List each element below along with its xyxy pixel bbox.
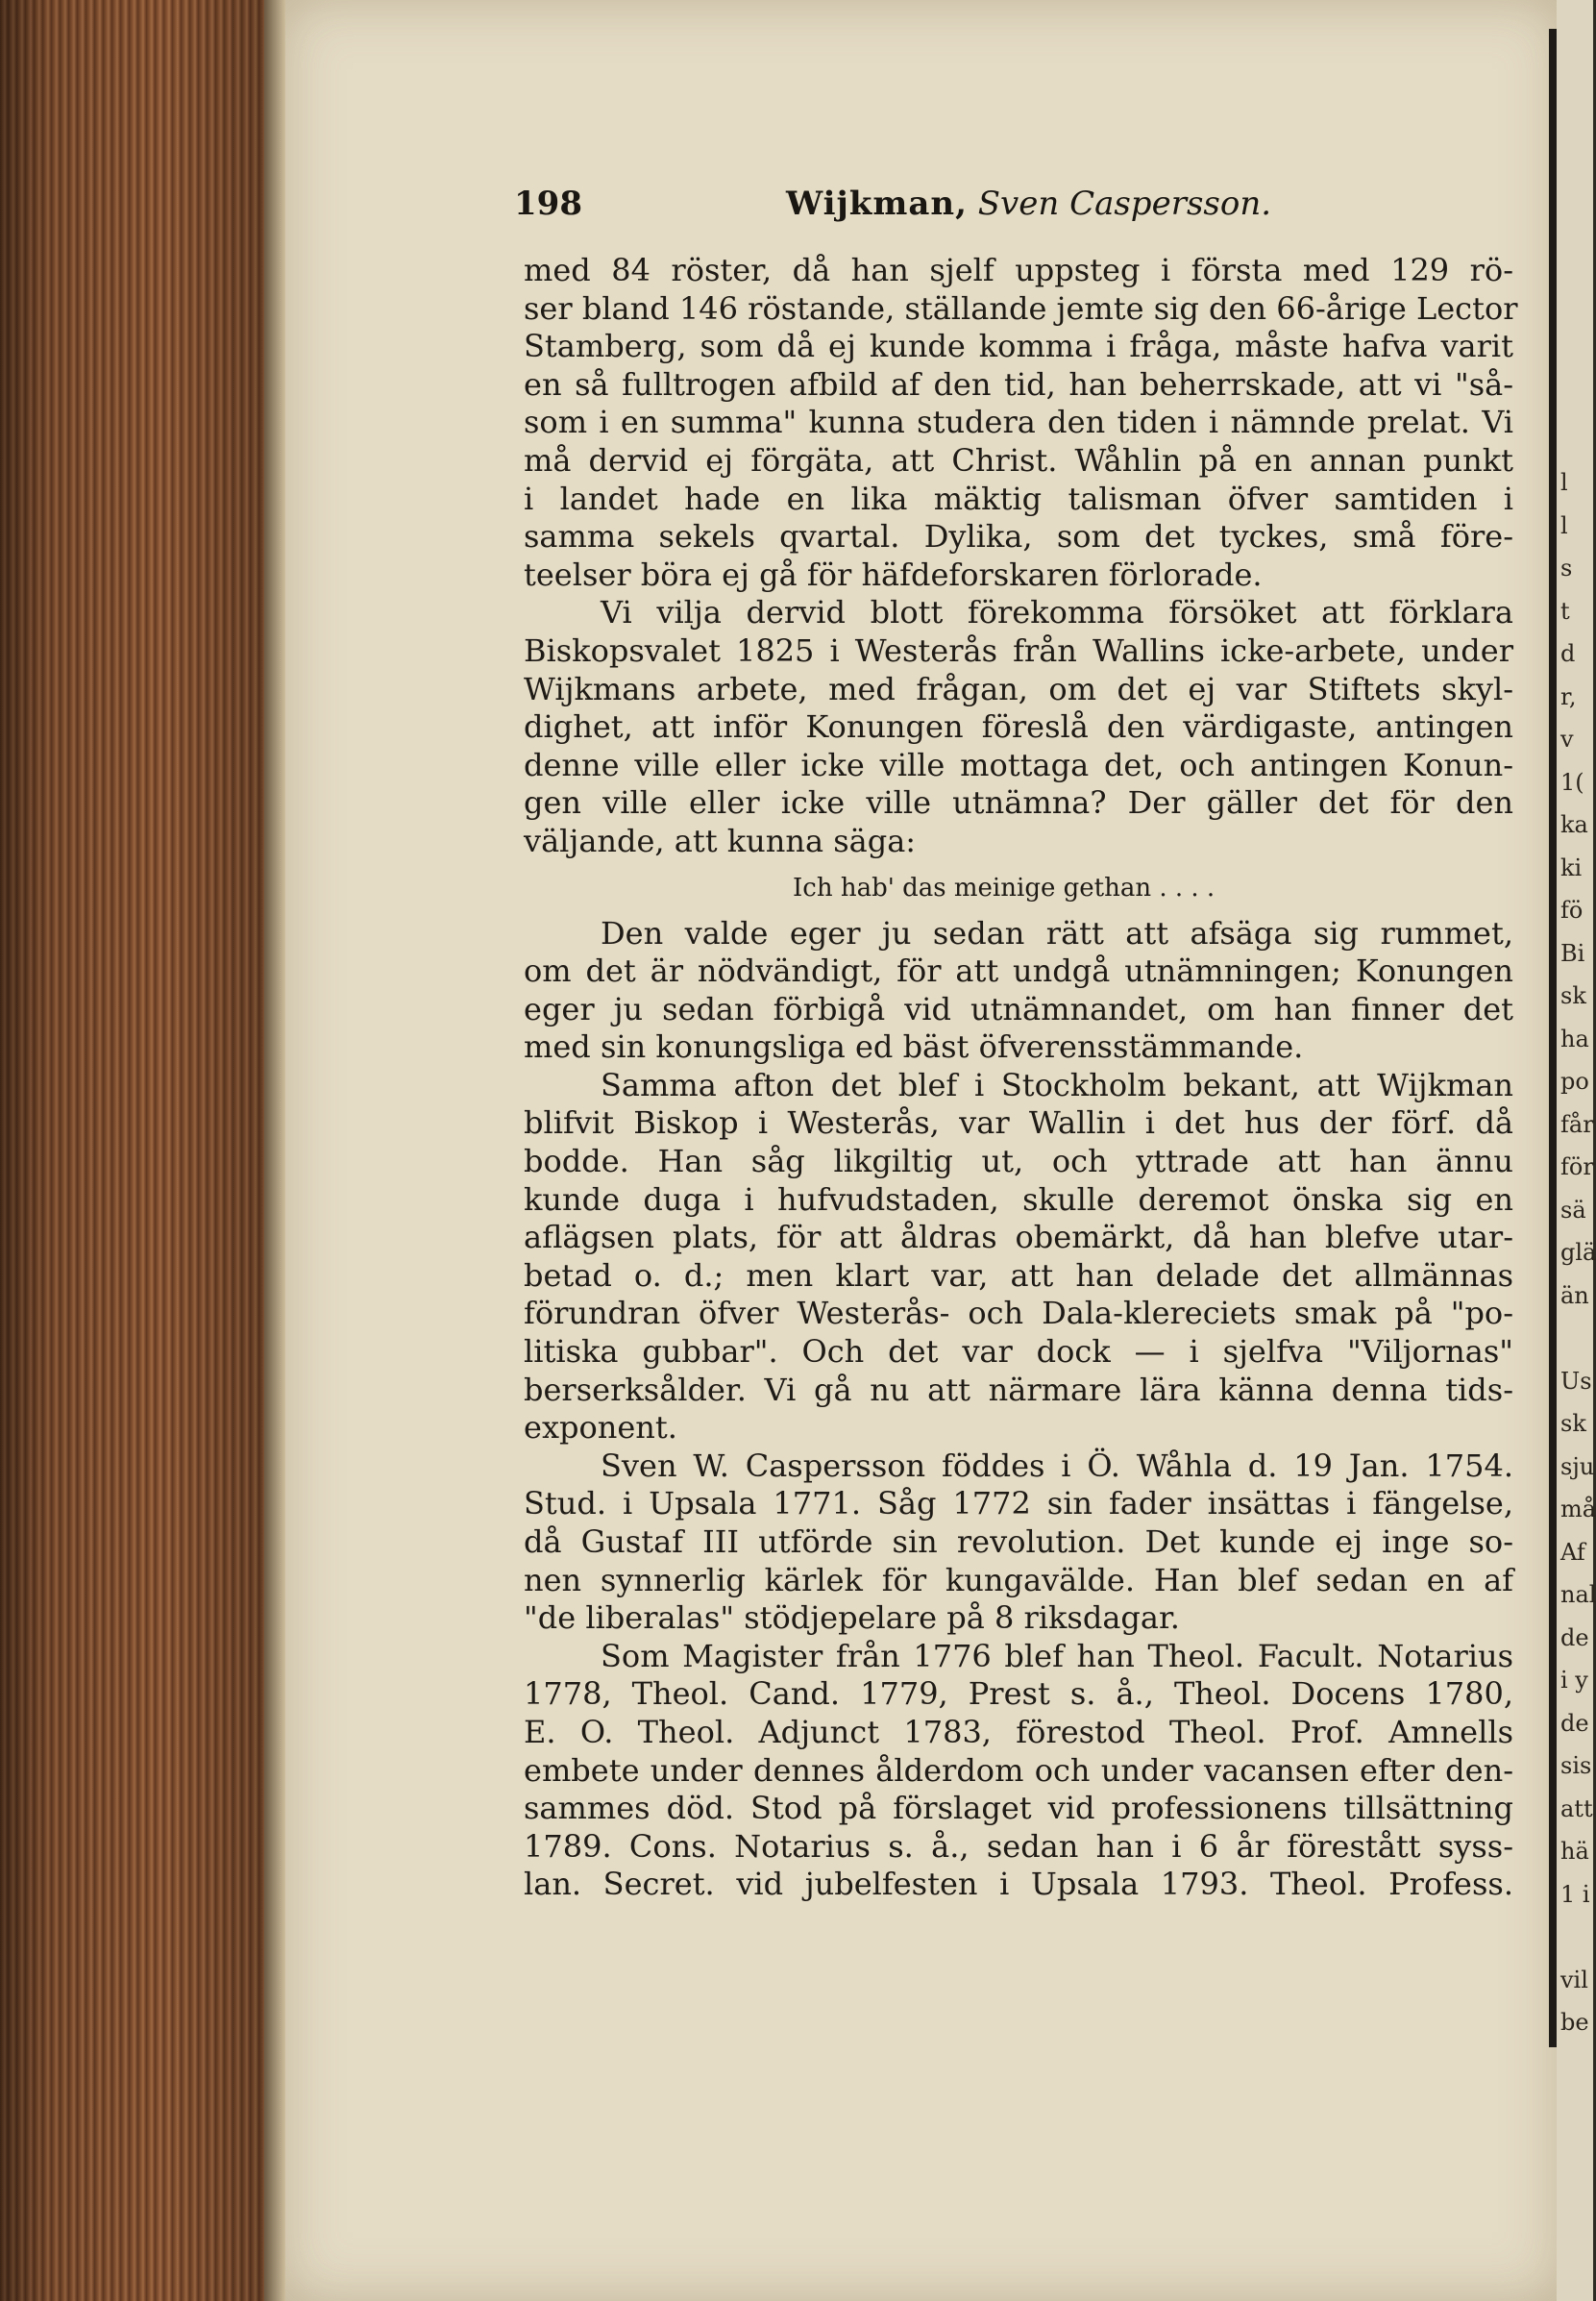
adjacent-page-fragment: för (1560, 1153, 1594, 1180)
text-line: embete under dennes ålderdom och under vacansen efter den- (524, 1751, 1513, 1789)
text-line: Sven W. Caspersson föddes i Ö. Wåhla d. 19 Jan. 1754. (601, 1447, 1513, 1484)
adjacent-page-fragment (1560, 1916, 1591, 1959)
adjacent-page-fragment: v (1560, 726, 1574, 753)
text-line: "de liberalas" stödjepelare på 8 riksdagar. (524, 1599, 1180, 1637)
text-line: samma sekels qvartal. Dylika, som det tyckes, små före- (524, 518, 1513, 556)
text-line: eger ju sedan förbigå vid utnämnandet, om han finner det (524, 990, 1513, 1027)
running-title-author: Wijkman, (786, 185, 968, 223)
adjacent-page-fragment: 1( (1560, 768, 1584, 796)
adjacent-page-fragment: Us (1560, 1367, 1592, 1395)
text-line: gen ville eller icke ville utnämna? Der gäller det för den (524, 784, 1513, 822)
text-line: som i en summa" kunna studera den tiden i nämnde prelat. Vi (524, 404, 1513, 441)
adjacent-page-fragment: sk (1560, 982, 1586, 1009)
text-line: 1789. Cons. Notarius s. å., sedan han i 6 år förestått syss- (524, 1827, 1513, 1865)
adjacent-page-fragment: de (1560, 1709, 1589, 1737)
text-line: Wijkmans arbete, med frågan, om det ej var Stiftets skyl- (524, 670, 1513, 707)
adjacent-page-fragment: sä (1560, 1196, 1586, 1224)
adjacent-page-fragment: l (1560, 511, 1568, 539)
page-number: 198 (514, 185, 582, 223)
body-text (524, 252, 1518, 1904)
text-line: aflägsen plats, för att åldras obemärkt, då han blefve utar- (524, 1219, 1513, 1256)
running-header (514, 185, 1321, 233)
adjacent-page-fragment: att (1560, 1794, 1593, 1822)
adjacent-page-fragment: vil (1560, 1966, 1588, 1993)
text-line: med sin konungsliga ed bäst öfverensstämmande. (524, 1028, 1304, 1066)
adjacent-page-fragment: må (1560, 1496, 1596, 1522)
adjacent-page-fragment: sis (1560, 1752, 1592, 1779)
page-fold-shadow (1549, 29, 1557, 2047)
text-line: med 84 röster, då han sjelf uppsteg i första med 129 rö- (524, 252, 1513, 288)
text-line: teelser böra ej gå för häfdeforskaren förlorade. (524, 556, 1263, 593)
adjacent-page-fragment: fö (1560, 897, 1584, 924)
adjacent-page-fragment: 1 i (1560, 1880, 1590, 1908)
text-line: Stamberg, som då ej kunde komma i fråga, måste hafva varit (524, 328, 1513, 365)
text-line: väljande, att kunna säga: (524, 822, 917, 859)
adjacent-page-fragment: Af (1560, 1538, 1585, 1566)
adjacent-page-fragment: Bi (1560, 939, 1585, 967)
text-line: exponent. (524, 1409, 677, 1447)
adjacent-page-fragment: sju (1560, 1452, 1595, 1480)
text-line: förundran öfver Westerås- och Dala-klereciets smak på "po- (524, 1295, 1513, 1332)
adjacent-page-fragment: sk (1560, 1410, 1586, 1437)
text-line: i landet hade en lika mäktig talisman öfver samtiden i (524, 480, 1513, 517)
adjacent-page-fragment: glä (1560, 1239, 1596, 1266)
book-gutter (264, 0, 285, 2301)
adjacent-page-fragment: po (1560, 1068, 1589, 1095)
text-line: lan. Secret. vid jubelfesten i Upsala 1793. Theol. Profess. (524, 1866, 1513, 1903)
text-line: bodde. Han såg likgiltig ut, och yttrade att han ännu (524, 1143, 1513, 1180)
text-line: Samma afton det blef i Stockholm bekant, att Wijkman (601, 1066, 1513, 1103)
text-line: må dervid ej förgäta, att Christ. Wåhlin på en annan punkt (524, 441, 1513, 479)
adjacent-page-fragment: d (1560, 640, 1576, 667)
text-line: E. O. Theol. Adjunct 1783, förestod Theol. Prof. Amnells (524, 1713, 1513, 1750)
adjacent-page-fragment: får (1560, 1110, 1594, 1138)
running-title-given-name: Sven Caspersson. (977, 185, 1272, 223)
text-line: nen synnerlig kärlek för kungavälde. Han blef sedan en af (524, 1561, 1513, 1598)
text-line: kunde duga i hufvudstaden, skulle deremot önska sig en (524, 1180, 1513, 1218)
text-line: Vi vilja dervid blott förekomma försöket att förklara (601, 594, 1513, 631)
text-line: Som Magister från 1776 blef han Theol. Facult. Notarius (601, 1637, 1513, 1674)
adjacent-page-text (1560, 461, 1596, 2044)
text-line: blifvit Biskop i Westerås, var Wallin i det hus der förf. då (524, 1104, 1513, 1142)
adjacent-page-fragment: t (1560, 597, 1570, 625)
text-line: litiska gubbar". Och det var dock — i sjelfva "Viljornas" (524, 1333, 1513, 1371)
adjacent-page-fragment: ka (1560, 811, 1588, 838)
text-line: berserksålder. Vi gå nu att närmare lära känna denna tids- (524, 1371, 1513, 1408)
text-line: Biskopsvalet 1825 i Westerås från Wallins icke-arbete, under (524, 631, 1513, 669)
quotation: Ich hab' das meinige gethan . . . . (793, 873, 1215, 903)
adjacent-page-fragment: hä (1560, 1838, 1589, 1865)
text-line: Stud. i Upsala 1771. Såg 1772 sin fader insättas i fängelse, (524, 1485, 1513, 1522)
text-line: om det är nödvändigt, för att undgå utnämningen; Konungen (524, 953, 1513, 990)
adjacent-page-fragment: de (1560, 1623, 1589, 1651)
adjacent-page-fragment: ha (1560, 1025, 1589, 1052)
adjacent-page-fragment: l (1560, 469, 1568, 496)
text-line: sammes död. Stod på förslaget vid professionens tillsättning (524, 1790, 1513, 1827)
adjacent-page-fragment: än (1560, 1281, 1589, 1309)
adjacent-page-fragment: ki (1560, 854, 1583, 881)
text-line: ser bland 146 röstande, ställande jemte sig den 66-årige Lector (524, 289, 1518, 327)
text-line: denne ville eller icke ville mottaga det, och antingen Konun- (524, 746, 1513, 783)
adjacent-page-fragment: nal (1560, 1581, 1596, 1608)
adjacent-page-fragment (1560, 1317, 1591, 1360)
text-line: betad o. d.; men klart var, att han delade det allmännas (524, 1256, 1513, 1294)
text-line: en så fulltrogen afbild af den tid, han beherrskade, att vi "så- (524, 365, 1513, 403)
text-line: 1778, Theol. Cand. 1779, Prest s. å., Theol. Docens 1780, (524, 1675, 1513, 1713)
text-line: dighet, att inför Konungen föreslå den värdigaste, antingen (524, 708, 1513, 746)
adjacent-page-fragment: r, (1560, 682, 1577, 710)
adjacent-page-fragment: i y (1560, 1667, 1588, 1694)
running-title (786, 185, 1271, 223)
page-edges-shadow (0, 0, 279, 2301)
adjacent-page-fragment: be (1560, 2009, 1589, 2036)
adjacent-page-fragment: s (1560, 555, 1573, 581)
text-line: Den valde eger ju sedan rätt att afsäga sig rummet, (601, 914, 1513, 952)
text-line: då Gustaf III utförde sin revolution. Det kunde ej inge so- (524, 1523, 1513, 1560)
